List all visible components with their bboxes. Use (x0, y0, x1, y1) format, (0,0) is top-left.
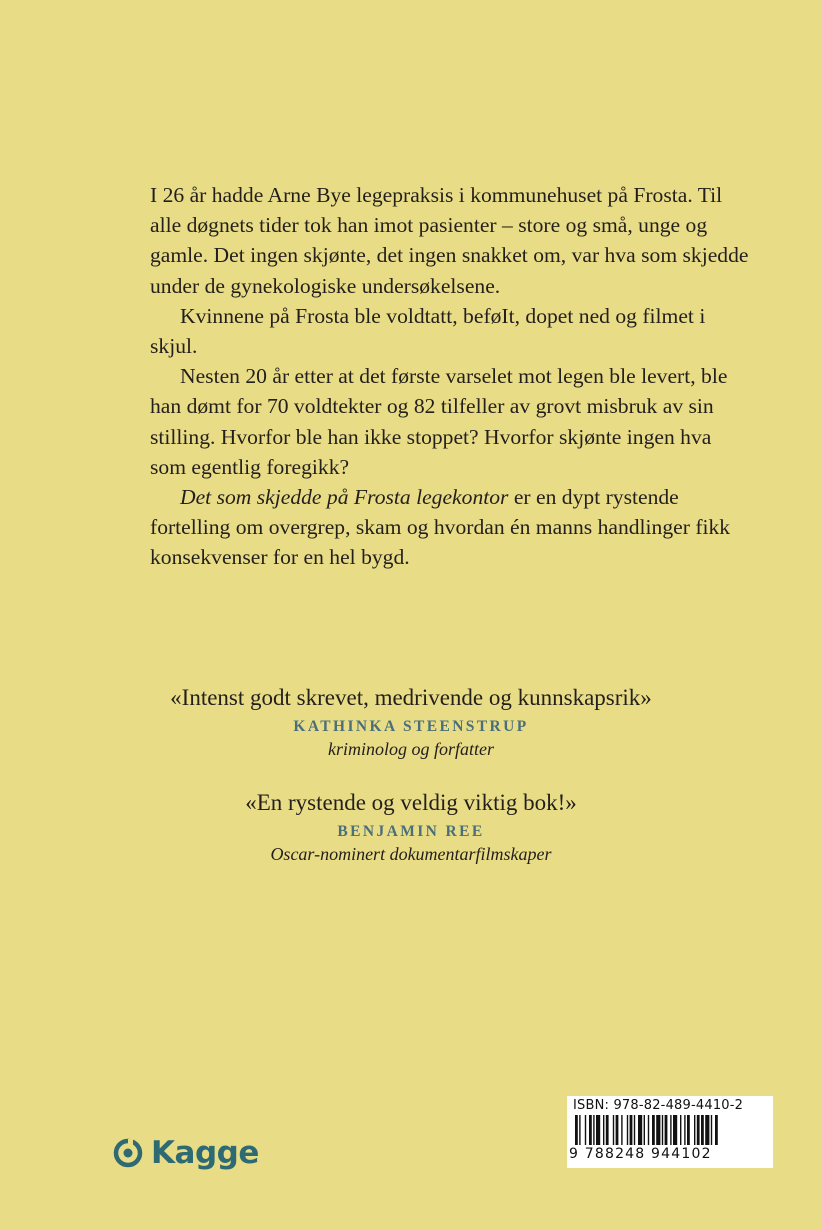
blurb-paragraph-2: Kvinnene på Frosta ble voldtatt, beføIt, dopet ned og filmet i skjul. (150, 303, 706, 359)
quote-text: «En rystende og veldig viktig bok!» (245, 790, 577, 815)
blurb-paragraph-4-rest: er en dypt rystende fortelling om overgrep, skam og hvordan én manns handlinger fikk konsekvenser for en hel bygd. (150, 485, 731, 570)
spiral-logo-icon (113, 1138, 143, 1168)
back-cover-blurb (150, 180, 750, 573)
isbn-barcode (567, 1096, 773, 1168)
publisher-name: Kagge (151, 1135, 259, 1171)
quote-text: «Intenst godt skrevet, medrivende og kunnskapsrik» (170, 685, 652, 710)
review-quote-1 (0, 684, 822, 760)
blurb-paragraph-3: Nesten 20 år etter at det første varselet mot legen ble levert, ble han dømt for 70 voldtekter og 82 tilfeller av grovt misbruk av sin stilling. Hvorfor ble han ikke stoppet? Hvorfor skjønte ingen hva som egentlig foregikk? (150, 364, 728, 479)
quote-author-role: Oscar-nominert dokumentarfilmskaper (270, 844, 552, 864)
publisher-logo (113, 1133, 259, 1173)
barcode-bars (573, 1115, 767, 1149)
review-quote-2 (0, 789, 822, 865)
book-title-italic: Det som skjedde på Frosta legekontor (180, 485, 509, 510)
barcode-digits: 9 788248 944102 (569, 1146, 712, 1162)
quote-author: BENJAMIN REE (337, 823, 485, 840)
quote-author-role: kriminolog og forfatter (328, 739, 494, 759)
isbn-label: ISBN: 978-82-489-4410-2 (573, 1098, 744, 1113)
blurb-paragraph-1: I 26 år hadde Arne Bye legepraksis i kommunehuset på Frosta. Til alle døgnets tider tok han imot pasienter – store og små, unge og gamle. Det ingen skjønte, det ingen snakket om, var hva som skjedde under de gynekologiske undersøkelsene. (150, 183, 749, 298)
blurb-paragraph-4 (150, 482, 750, 573)
quote-author: KATHINKA STEENSTRUP (293, 718, 529, 735)
